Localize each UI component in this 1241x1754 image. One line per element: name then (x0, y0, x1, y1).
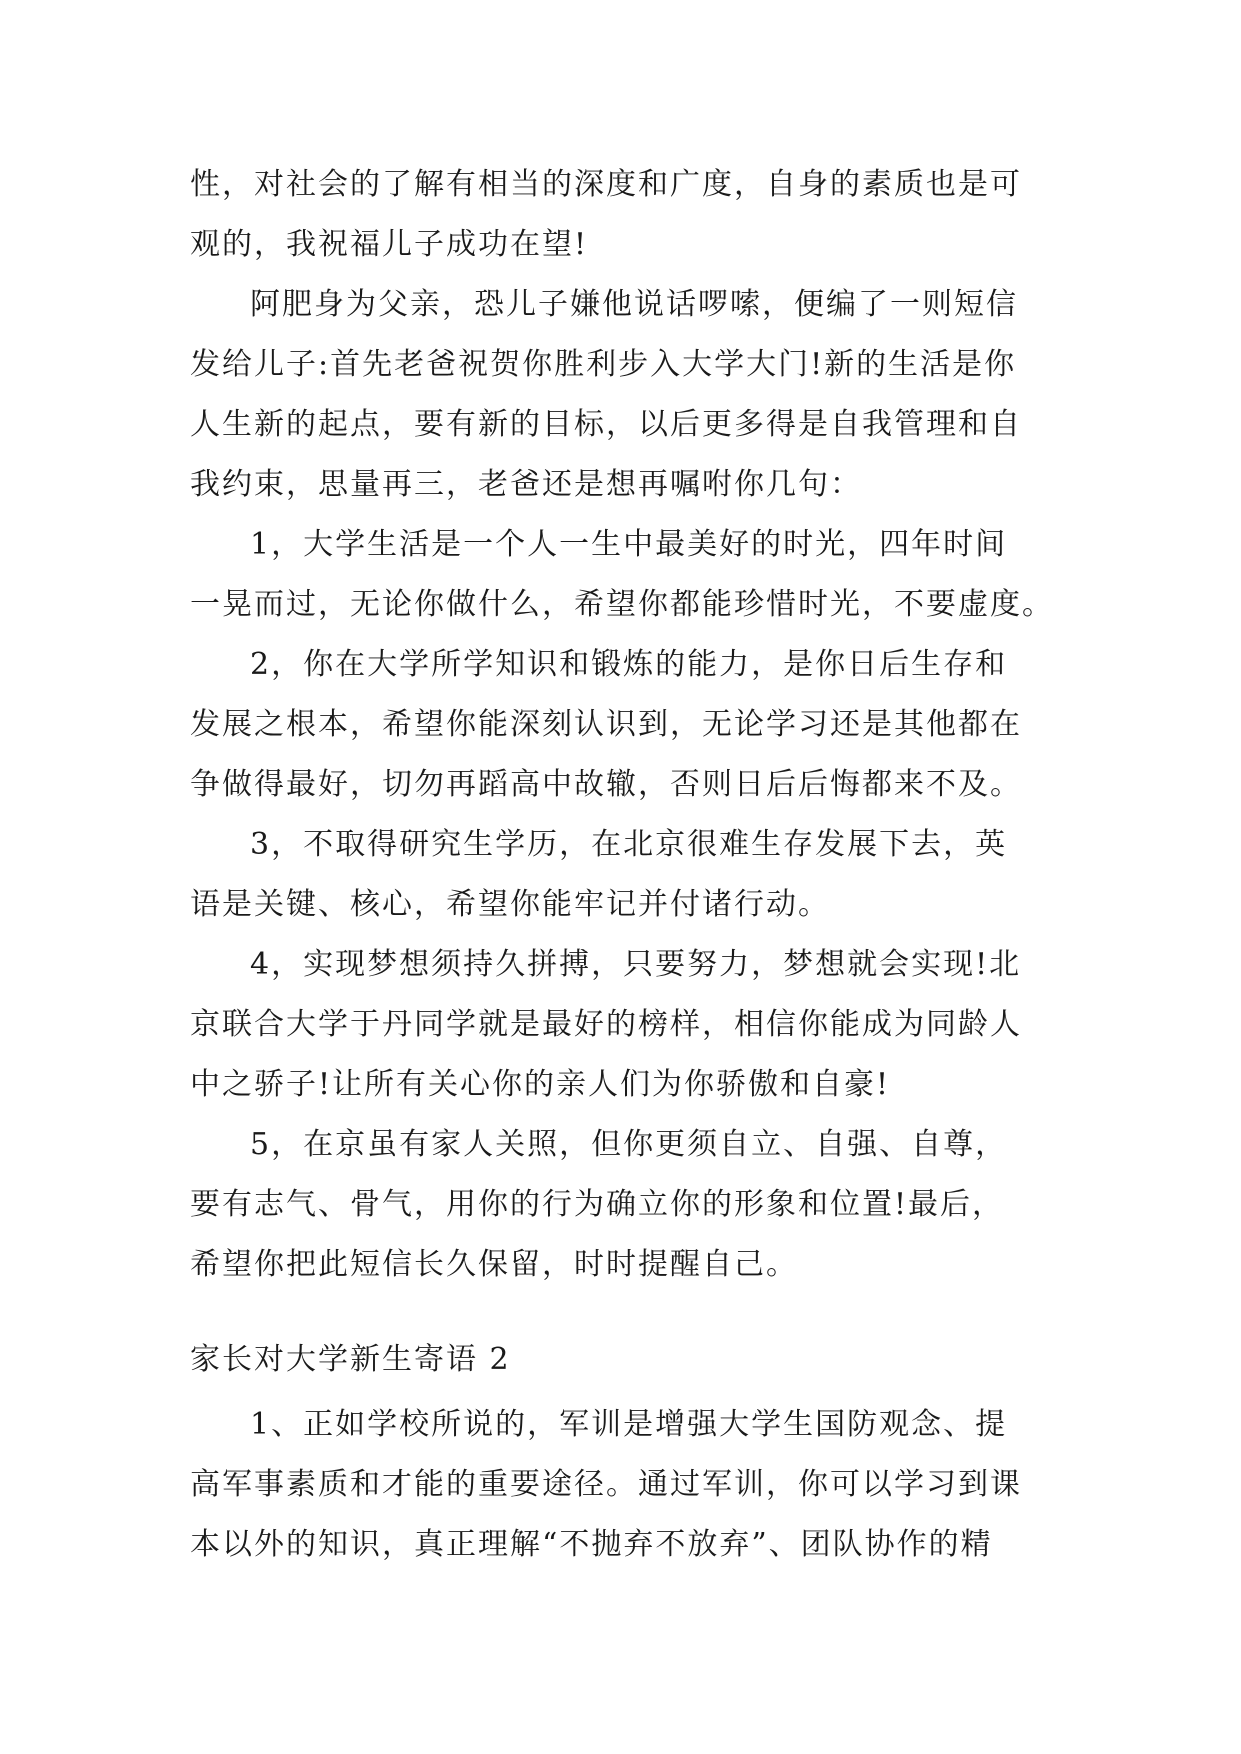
paragraph-line: 性，对社会的了解有相当的深度和广度，自身的素质也是可 (190, 167, 1022, 202)
list-item-line: 1，大学生活是一个人一生中最美好的时光，四年时间 (250, 527, 1008, 562)
list-item-line: 中之骄子!让所有关心你的亲人们为你骄傲和自豪! (190, 1067, 891, 1102)
list-item-line: 发展之根本，希望你能深刻认识到，无论学习还是其他都在 (190, 707, 1022, 742)
paragraph-line: 发给儿子:首先老爸祝贺你胜利步入大学大门!新的生活是你 (190, 347, 1017, 382)
list-item-line: 高军事素质和才能的重要途径。通过军训，你可以学习到课 (190, 1467, 1022, 1502)
list-item-line: 2，你在大学所学知识和锻炼的能力，是你日后生存和 (250, 647, 1008, 682)
paragraph-line: 人生新的起点，要有新的目标，以后更多得是自我管理和自 (190, 407, 1022, 442)
list-item-line: 4，实现梦想须持久拼搏，只要努力，梦想就会实现!北 (250, 947, 1022, 982)
paragraph-line: 我约束，思量再三，老爸还是想再嘱咐你几句： (190, 467, 862, 502)
paragraph-line: 阿肥身为父亲，恐儿子嫌他说话啰嗦，便编了一则短信 (250, 287, 1018, 322)
list-item-line: 一晃而过，无论你做什么，希望你都能珍惜时光，不要虚度。 (190, 587, 1054, 622)
list-item-line: 争做得最好，切勿再蹈高中故辙，否则日后后悔都来不及。 (190, 767, 1022, 802)
list-item-line: 本以外的知识，真正理解“不抛弃不放弃”、团队协作的精 (190, 1527, 993, 1562)
list-item-line: 要有志气、骨气，用你的行为确立你的形象和位置!最后， (190, 1187, 1005, 1222)
list-item-line: 希望你把此短信长久保留，时时提醒自己。 (190, 1247, 798, 1282)
list-item-line: 1、正如学校所说的，军训是增强大学生国防观念、提 (250, 1407, 1008, 1442)
list-item-line: 5，在京虽有家人关照，但你更须自立、自强、自尊， (250, 1127, 1008, 1162)
paragraph-line: 观的，我祝福儿子成功在望! (190, 227, 589, 262)
section-heading: 家长对大学新生寄语 2 (190, 1342, 511, 1377)
list-item-line: 语是关键、核心，希望你能牢记并付诸行动。 (190, 887, 830, 922)
list-item-line: 3，不取得研究生学历，在北京很难生存发展下去，英 (250, 827, 1008, 862)
list-item-line: 京联合大学于丹同学就是最好的榜样，相信你能成为同龄人 (190, 1007, 1022, 1042)
